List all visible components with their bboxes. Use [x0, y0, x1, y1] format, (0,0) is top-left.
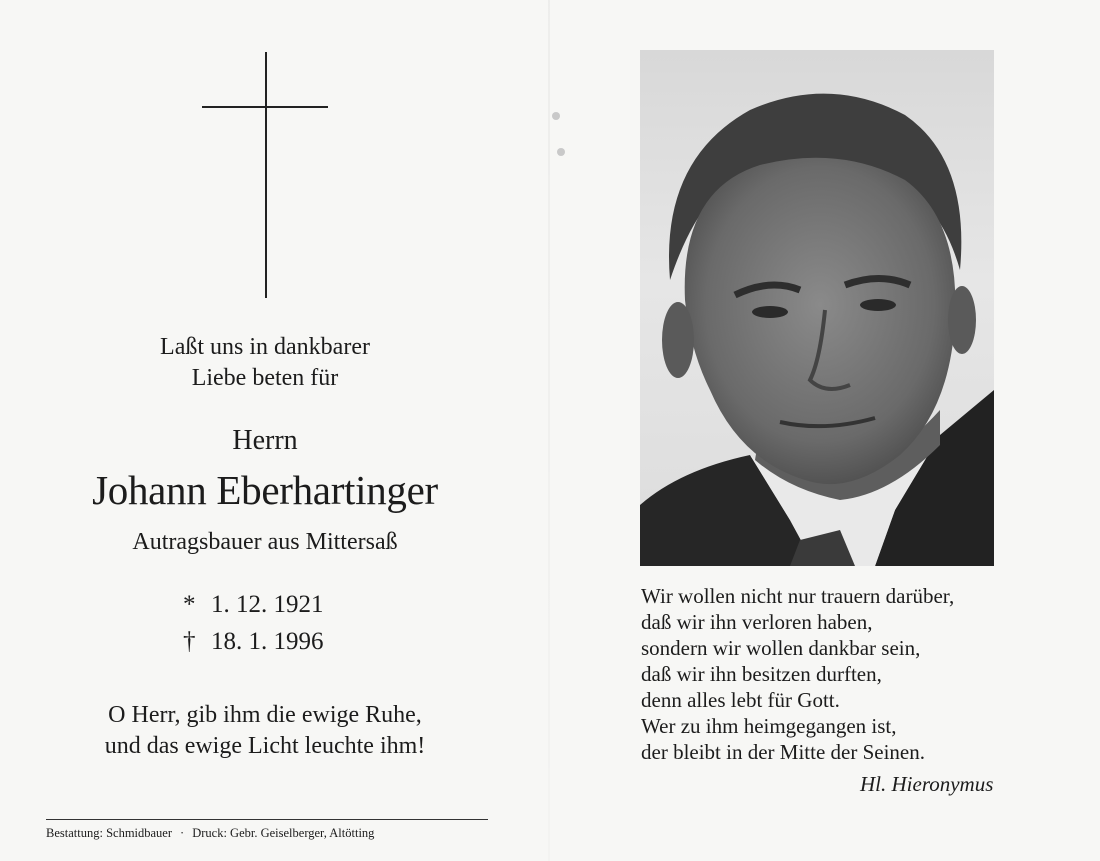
death-date: 18. 1. 1996: [211, 628, 324, 655]
portrait-photo: [640, 50, 994, 566]
birth-star-icon: *: [183, 591, 196, 618]
printer: Druck: Gebr. Geiselberger, Altötting: [192, 826, 375, 840]
footer-rule: [46, 819, 488, 820]
birth-row: [183, 586, 324, 623]
poem-text: [641, 583, 954, 765]
occupation: Autragsbauer aus Mittersaß: [132, 529, 398, 555]
honorific: Herrn: [232, 425, 298, 456]
cross-horizontal-bar: [202, 106, 328, 108]
birth-date: 1. 12. 1921: [211, 591, 324, 618]
death-row: [183, 623, 324, 660]
poem-attribution: Hl. Hieronymus: [860, 772, 994, 796]
intro-text: [40, 332, 490, 394]
death-dagger-icon: †: [183, 628, 196, 655]
portrait-illustration: [640, 50, 994, 566]
footer-credits: [46, 826, 506, 841]
paper-speck: [552, 112, 560, 120]
poem-line: der bleibt in der Mitte der Seinen.: [641, 740, 926, 764]
cross-vertical-bar: [265, 52, 267, 298]
life-dates: [183, 586, 324, 660]
intro-line: Laßt uns in dankbarer: [160, 334, 370, 360]
prayer-text: [40, 700, 490, 762]
paper-speck: [557, 148, 565, 156]
funeral-home: Bestattung: Schmidbauer: [46, 826, 173, 840]
poem-line: daß wir ihn verloren haben,: [641, 610, 873, 634]
poem-line: Wer zu ihm heimgegangen ist,: [641, 714, 897, 738]
prayer-line: und das ewige Licht leuchte ihm!: [104, 733, 426, 759]
prayer-line: O Herr, gib ihm die ewige Ruhe,: [108, 702, 422, 728]
footer-separator: ·: [180, 826, 185, 840]
poem-line: Wir wollen nicht nur trauern darüber,: [641, 584, 955, 608]
card-fold: [548, 0, 550, 861]
poem-line: denn alles lebt für Gott.: [641, 688, 840, 712]
poem-line: daß wir ihn besitzen durften,: [641, 662, 882, 686]
poem-line: sondern wir wollen dankbar sein,: [641, 636, 921, 660]
deceased-name: Johann Eberhartinger: [92, 467, 438, 513]
intro-line: Liebe beten für: [191, 365, 339, 391]
